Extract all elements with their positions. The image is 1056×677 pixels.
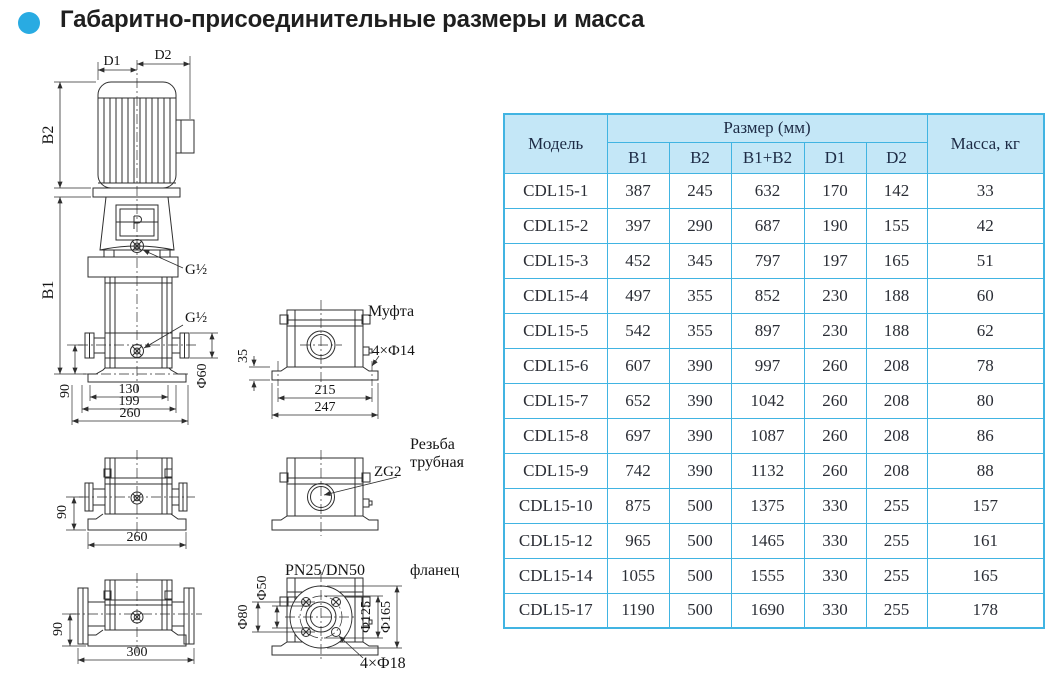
flange-label: фланец (410, 562, 460, 579)
table-row (504, 383, 1044, 418)
value-cell: 1055 (607, 558, 669, 593)
value-cell: 997 (731, 348, 804, 383)
value-cell: 397 (607, 208, 669, 243)
value-cell: 155 (866, 208, 927, 243)
value-cell: 161 (927, 523, 1044, 558)
column-header-b1b2: B1+B2 (731, 142, 804, 173)
value-cell: 290 (669, 208, 731, 243)
g-half-bottom-label: G½ (185, 310, 208, 326)
value-cell: 208 (866, 348, 927, 383)
table-body (504, 173, 1044, 628)
model-cell: CDL15-8 (504, 418, 607, 453)
value-cell: 260 (804, 348, 866, 383)
value-cell: 165 (927, 558, 1044, 593)
value-cell: 255 (866, 488, 927, 523)
model-cell: CDL15-6 (504, 348, 607, 383)
value-cell: 542 (607, 313, 669, 348)
model-cell: CDL15-7 (504, 383, 607, 418)
dim-247-label: 247 (314, 400, 336, 415)
value-cell: 500 (669, 593, 731, 628)
coupling-view (236, 300, 415, 419)
dim-b1-label: B1 (40, 280, 57, 300)
value-cell: 208 (866, 418, 927, 453)
column-header-mass: Масса, кг (927, 114, 1044, 173)
value-cell: 390 (669, 418, 731, 453)
value-cell: 687 (731, 208, 804, 243)
value-cell: 500 (669, 523, 731, 558)
column-header-b1: B1 (607, 142, 669, 173)
column-header-d2: D2 (866, 142, 927, 173)
table-row (504, 243, 1044, 278)
model-cell: CDL15-5 (504, 313, 607, 348)
value-cell: 230 (804, 313, 866, 348)
model-cell: CDL15-2 (504, 208, 607, 243)
value-cell: 330 (804, 488, 866, 523)
table-row (504, 278, 1044, 313)
value-cell: 1555 (731, 558, 804, 593)
table-row (504, 418, 1044, 453)
dim-260-label: 260 (126, 530, 148, 545)
value-cell: 88 (927, 453, 1044, 488)
value-cell: 255 (866, 593, 927, 628)
model-cell: CDL15-9 (504, 453, 607, 488)
value-cell: 965 (607, 523, 669, 558)
g-half-top-label: G½ (185, 262, 208, 278)
value-cell: 742 (607, 453, 669, 488)
value-cell: 355 (669, 313, 731, 348)
table-row (504, 348, 1044, 383)
model-cell: CDL15-1 (504, 173, 607, 208)
dim-199-label: 199 (118, 394, 140, 409)
coupling-bolts-label: 4×Ф14 (372, 343, 415, 359)
table-row (504, 208, 1044, 243)
thread-label-line1: Резьба (410, 436, 455, 453)
table-row (504, 488, 1044, 523)
value-cell: 260 (804, 418, 866, 453)
value-cell: 1690 (731, 593, 804, 628)
value-cell: 1465 (731, 523, 804, 558)
value-cell: 255 (866, 523, 927, 558)
value-cell: 51 (927, 243, 1044, 278)
value-cell: 260 (804, 453, 866, 488)
value-cell: 852 (731, 278, 804, 313)
base-view-threaded (55, 450, 195, 549)
model-cell: CDL15-12 (504, 523, 607, 558)
dimensions-table (503, 113, 1045, 629)
model-cell: CDL15-17 (504, 593, 607, 628)
value-cell: 330 (804, 558, 866, 593)
dim-phi60-label: Ф60 (195, 363, 210, 389)
value-cell: 500 (669, 558, 731, 593)
table-row (504, 313, 1044, 348)
value-cell: 497 (607, 278, 669, 313)
value-cell: 652 (607, 383, 669, 418)
value-cell: 452 (607, 243, 669, 278)
value-cell: 208 (866, 383, 927, 418)
value-cell: 390 (669, 348, 731, 383)
value-cell: 157 (927, 488, 1044, 523)
value-cell: 387 (607, 173, 669, 208)
dim-130-label: 130 (118, 382, 140, 397)
value-cell: 86 (927, 418, 1044, 453)
value-cell: 208 (866, 453, 927, 488)
terminal-box (176, 120, 194, 153)
value-cell: 60 (927, 278, 1044, 313)
model-cell: CDL15-3 (504, 243, 607, 278)
value-cell: 1375 (731, 488, 804, 523)
table-row (504, 453, 1044, 488)
value-cell: 230 (804, 278, 866, 313)
table-row (504, 523, 1044, 558)
base-view-flanged (51, 573, 202, 664)
model-cell: CDL15-14 (504, 558, 607, 593)
dim-300-label: 300 (126, 645, 148, 660)
value-cell: 255 (866, 558, 927, 593)
value-cell: 355 (669, 278, 731, 313)
flange-view (236, 562, 460, 672)
value-cell: 170 (804, 173, 866, 208)
value-cell: 188 (866, 313, 927, 348)
value-cell: 897 (731, 313, 804, 348)
value-cell: 42 (927, 208, 1044, 243)
pump-front-view (40, 48, 218, 425)
dim-phi165-label: Ф165 (379, 600, 394, 634)
value-cell: 165 (866, 243, 927, 278)
column-header-d1: D1 (804, 142, 866, 173)
page-title: Габаритно-присоединительные размеры и масса (60, 6, 645, 33)
value-cell: 875 (607, 488, 669, 523)
value-cell: 78 (927, 348, 1044, 383)
value-cell: 188 (866, 278, 927, 313)
column-header-b2: B2 (669, 142, 731, 173)
value-cell: 390 (669, 383, 731, 418)
value-cell: 607 (607, 348, 669, 383)
dim-90-label: 90 (51, 622, 66, 636)
dim-260-label: 260 (119, 406, 141, 421)
thread-label-line2: трубная (410, 454, 464, 471)
value-cell: 260 (804, 383, 866, 418)
value-cell: 62 (927, 313, 1044, 348)
value-cell: 500 (669, 488, 731, 523)
dim-90-label: 90 (58, 384, 73, 398)
value-cell: 1087 (731, 418, 804, 453)
dim-phi50-label: Ф50 (255, 575, 270, 601)
value-cell: 330 (804, 593, 866, 628)
model-cell: CDL15-4 (504, 278, 607, 313)
dim-phi125-label: Ф125 (359, 600, 374, 634)
value-cell: 80 (927, 383, 1044, 418)
dim-b2-label: B2 (40, 125, 57, 145)
table-row (504, 558, 1044, 593)
value-cell: 1132 (731, 453, 804, 488)
value-cell: 345 (669, 243, 731, 278)
column-header-size-group: Размер (мм) (607, 114, 927, 142)
dim-phi80-label: Ф80 (236, 604, 251, 630)
thread-size-label: ZG2 (374, 464, 402, 480)
value-cell: 1190 (607, 593, 669, 628)
dim-d2-label: D2 (154, 48, 172, 63)
thread-view (272, 436, 465, 536)
table-row (504, 593, 1044, 628)
pump-dimension-drawing (0, 0, 500, 677)
dim-215-label: 215 (314, 383, 336, 398)
flange-rating-label: PN25/DN50 (284, 562, 366, 579)
value-cell: 797 (731, 243, 804, 278)
dim-35-label: 35 (236, 349, 251, 363)
dim-90-label: 90 (55, 505, 70, 519)
flange-bolts-label: 4×Ф18 (360, 655, 406, 672)
column-header-model: Модель (504, 114, 607, 173)
table-row (504, 173, 1044, 208)
value-cell: 142 (866, 173, 927, 208)
model-cell: CDL15-10 (504, 488, 607, 523)
value-cell: 1042 (731, 383, 804, 418)
value-cell: 330 (804, 523, 866, 558)
value-cell: 197 (804, 243, 866, 278)
dim-d1-label: D1 (103, 54, 121, 69)
value-cell: 33 (927, 173, 1044, 208)
value-cell: 190 (804, 208, 866, 243)
value-cell: 632 (731, 173, 804, 208)
value-cell: 697 (607, 418, 669, 453)
coupling-label: Муфта (368, 303, 415, 320)
value-cell: 245 (669, 173, 731, 208)
value-cell: 390 (669, 453, 731, 488)
value-cell: 178 (927, 593, 1044, 628)
